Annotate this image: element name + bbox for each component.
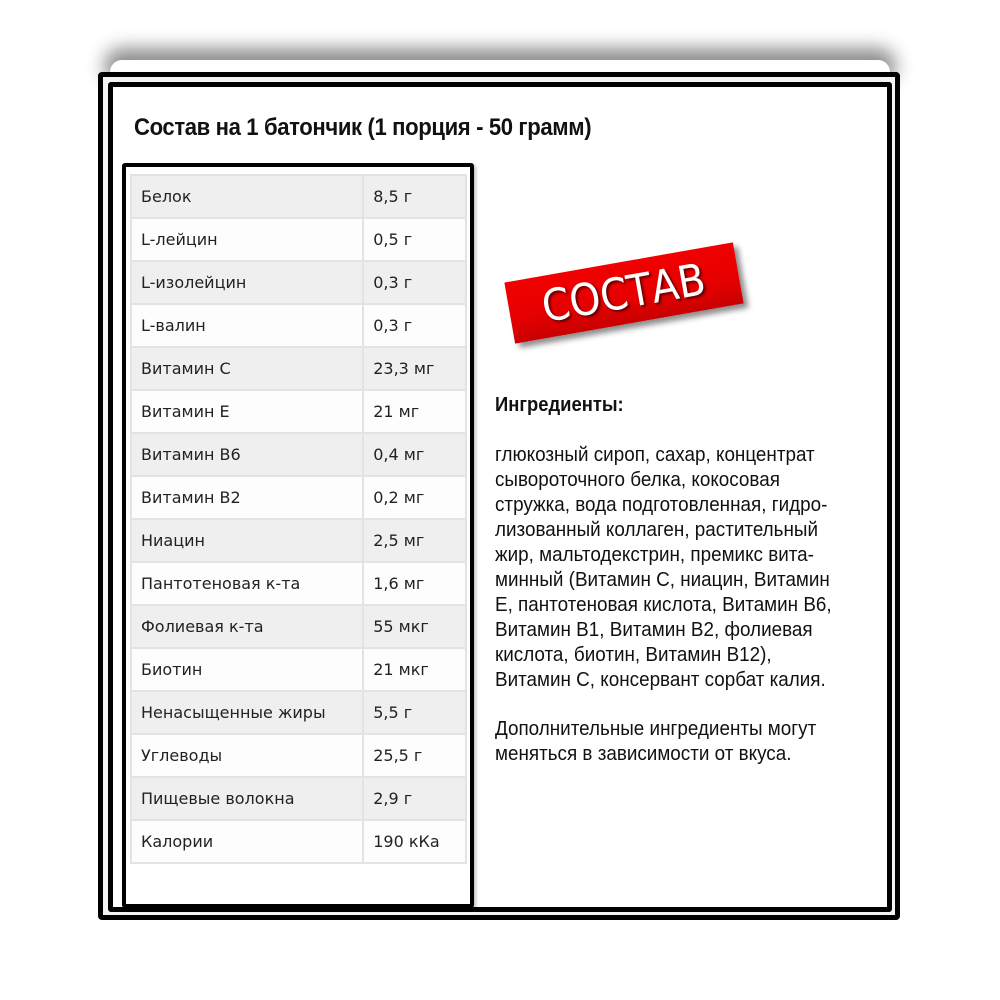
nutrition-table bbox=[130, 174, 467, 864]
nutrient-name: Углеводы bbox=[131, 734, 363, 777]
ingredients-text bbox=[495, 442, 845, 692]
nutrient-value: 2,9 г bbox=[363, 777, 466, 820]
nutrient-name: Витамин В6 bbox=[131, 433, 363, 476]
nutrient-name: Витамин В2 bbox=[131, 476, 363, 519]
nutrient-value: 190 кКа bbox=[363, 820, 466, 863]
table-row bbox=[131, 562, 466, 605]
nutrient-name: Белок bbox=[131, 175, 363, 218]
nutrient-name: Витамин Е bbox=[131, 390, 363, 433]
nutrient-value: 0,3 г bbox=[363, 304, 466, 347]
nutrient-value: 1,6 мг bbox=[363, 562, 466, 605]
nutrient-name: L-изолейцин bbox=[131, 261, 363, 304]
table-row bbox=[131, 691, 466, 734]
ingredients-line: Витамин В1, Витамин В2, фолиевая bbox=[495, 618, 813, 641]
ingredients-line: лизованный коллаген, растительный bbox=[495, 518, 819, 541]
nutrient-value: 2,5 мг bbox=[363, 519, 466, 562]
note-line: меняться в зависимости от вкуса. bbox=[495, 742, 792, 765]
table-row bbox=[131, 605, 466, 648]
ingredients-line: стружка, вода подготовленная, гидро- bbox=[495, 493, 828, 516]
nutrient-name: Ниацин bbox=[131, 519, 363, 562]
nutrient-value: 21 мкг bbox=[363, 648, 466, 691]
nutrient-value: 0,3 г bbox=[363, 261, 466, 304]
table-row bbox=[131, 476, 466, 519]
nutrient-name: Фолиевая к-та bbox=[131, 605, 363, 648]
ingredients-line: Е, пантотеновая кислота, Витамин В6, bbox=[495, 593, 832, 616]
table-row bbox=[131, 390, 466, 433]
table-row bbox=[131, 261, 466, 304]
nutrient-value: 21 мг bbox=[363, 390, 466, 433]
nutrient-name: Пантотеновая к-та bbox=[131, 562, 363, 605]
table-row bbox=[131, 433, 466, 476]
table-row bbox=[131, 820, 466, 863]
table-row bbox=[131, 519, 466, 562]
ingredients-line: жир, мальтодекстрин, премикс вита- bbox=[495, 543, 814, 566]
nutrient-name: Витамин С bbox=[131, 347, 363, 390]
nutrient-value: 55 мкг bbox=[363, 605, 466, 648]
ingredients-line: кислота, биотин, Витамин В12), bbox=[495, 643, 772, 666]
ingredients-line: сывороточного белка, кокосовая bbox=[495, 468, 780, 491]
page-title: Состав на 1 батончик (1 порция - 50 грамм) bbox=[134, 114, 592, 141]
nutrient-value: 0,5 г bbox=[363, 218, 466, 261]
ingredients-line: глюкозный сироп, сахар, концентрат bbox=[495, 443, 815, 466]
nutrition-table-box bbox=[122, 163, 474, 908]
table-row bbox=[131, 734, 466, 777]
table-row bbox=[131, 648, 466, 691]
table-row bbox=[131, 304, 466, 347]
nutrient-value: 8,5 г bbox=[363, 175, 466, 218]
table-row bbox=[131, 218, 466, 261]
ingredients-line: Витамин С, консервант сорбат калия. bbox=[495, 668, 826, 691]
nutrient-value: 23,3 мг bbox=[363, 347, 466, 390]
ingredients-heading: Ингредиенты: bbox=[495, 394, 624, 416]
table-row bbox=[131, 175, 466, 218]
ingredients-note bbox=[495, 716, 845, 766]
ingredients-line: минный (Витамин С, ниацин, Витамин bbox=[495, 568, 830, 591]
nutrient-name: Пищевые волокна bbox=[131, 777, 363, 820]
nutrient-name: Ненасыщенные жиры bbox=[131, 691, 363, 734]
nutrient-name: Калории bbox=[131, 820, 363, 863]
nutrient-value: 0,2 мг bbox=[363, 476, 466, 519]
nutrient-name: L-лейцин bbox=[131, 218, 363, 261]
nutrient-value: 0,4 мг bbox=[363, 433, 466, 476]
table-row bbox=[131, 777, 466, 820]
nutrient-value: 25,5 г bbox=[363, 734, 466, 777]
nutrient-name: L-валин bbox=[131, 304, 363, 347]
nutrient-name: Биотин bbox=[131, 648, 363, 691]
table-row bbox=[131, 347, 466, 390]
note-line: Дополнительные ингредиенты могут bbox=[495, 717, 817, 740]
stamp-label: СОСТАВ bbox=[538, 253, 710, 333]
nutrient-value: 5,5 г bbox=[363, 691, 466, 734]
